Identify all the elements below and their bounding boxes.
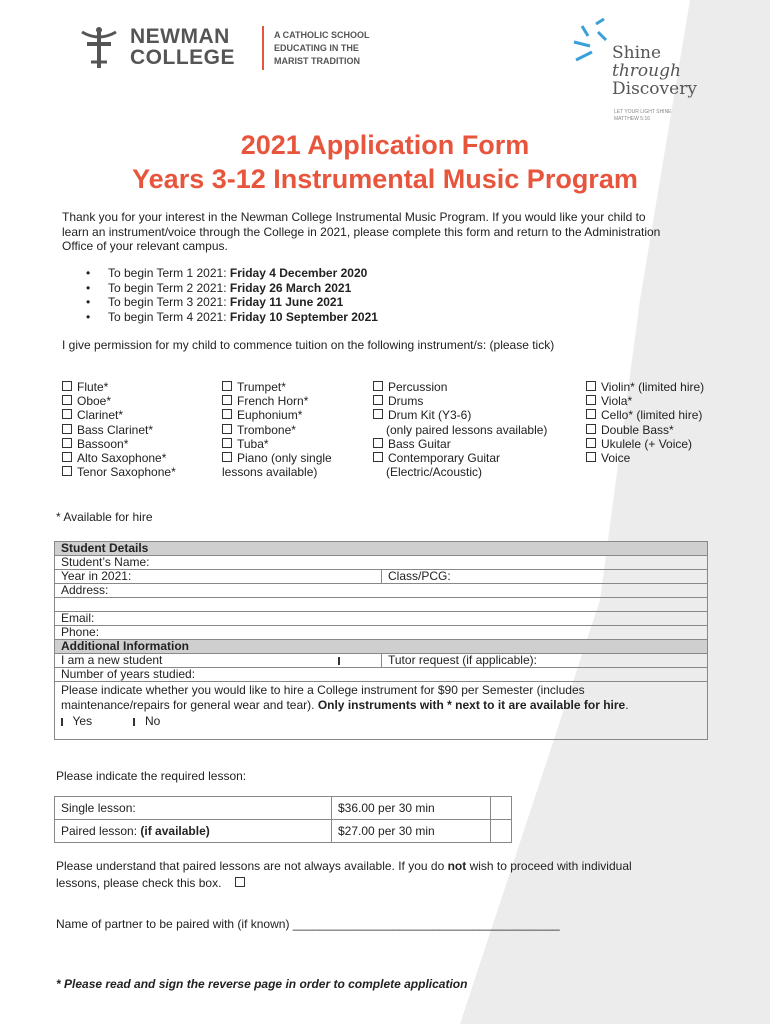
instrument-checkbox[interactable]: Drum Kit (Y3-6) (373, 408, 547, 422)
instrument-note: lessons available) (222, 465, 318, 480)
motto-logo (570, 18, 710, 128)
school-tagline: A CATHOLIC SCHOOL EDUCATING IN THE MARIST TRADITION (274, 30, 370, 66)
instrument-checkbox[interactable]: Viola* (586, 394, 704, 408)
instrument-checkbox[interactable]: Voice (586, 451, 704, 465)
year-field[interactable]: Year in 2021: (55, 570, 382, 584)
instrument-checkbox[interactable]: Bassoon* (62, 437, 176, 451)
hire-note: * Available for hire (56, 510, 153, 524)
footer-note: * Please read and sign the reverse page in order to complete application (56, 977, 468, 991)
no-label: No (144, 714, 161, 728)
section-header: Student Details (55, 542, 708, 556)
lesson-table (54, 796, 512, 843)
tutor-request-field[interactable]: Tutor request (if applicable): (382, 654, 708, 668)
instrument-checkbox[interactable]: Flute* (62, 380, 176, 394)
instrument-checkbox[interactable]: Cello* (limited hire) (586, 408, 704, 422)
address-field[interactable]: Address: (55, 584, 708, 598)
years-studied-field[interactable]: Number of years studied: (55, 668, 708, 682)
new-student-field[interactable]: I am a new student (55, 654, 382, 668)
instrument-checkbox[interactable]: Alto Saxophone* (62, 451, 176, 465)
yes-checkbox[interactable] (61, 718, 63, 726)
permission-text: I give permission for my child to commence tuition on the following instrument/s: (please tick) (62, 338, 555, 352)
instrument-checkbox[interactable]: Tuba* (222, 437, 332, 451)
title-line1: 2021 Application Form (240, 130, 530, 160)
instrument-checkbox[interactable]: French Horn* (222, 394, 332, 408)
instrument-checkbox[interactable]: Trombone* (222, 423, 332, 437)
term-dates-list (86, 266, 378, 324)
form-title (0, 130, 770, 195)
instrument-checkbox[interactable]: Piano (only single (222, 451, 332, 465)
instrument-checkbox[interactable]: Tenor Saxophone* (62, 465, 176, 479)
class-field[interactable]: Class/PCG: (382, 570, 708, 584)
paired-lesson-label: Paired lesson: (if available) (55, 820, 332, 843)
instrument-checkbox[interactable]: Violin* (limited hire) (586, 380, 704, 394)
new-student-checkbox[interactable] (338, 657, 340, 665)
title-line2: Years 3-12 Instrumental Music Program (132, 164, 638, 194)
instrument-checkbox[interactable]: Double Bass* (586, 423, 704, 437)
paired-note: Please understand that paired lessons are not always available. If you do not wish to proceed with individual lessons, please check this box. (56, 859, 632, 890)
student-details-table (54, 541, 708, 740)
instrument-checkbox[interactable]: Ukulele (+ Voice) (586, 437, 704, 451)
instrument-note: (only paired lessons available) (386, 422, 548, 437)
instrument-checkbox[interactable]: Trumpet* (222, 380, 332, 394)
individual-lesson-checkbox[interactable] (235, 877, 245, 887)
lesson-prompt: Please indicate the required lesson: (56, 769, 247, 783)
partner-field[interactable]: Name of partner to be paired with (if known) ________________________________________ (56, 917, 560, 931)
motto-small: LET YOUR LIGHT SHINE MATTHEW 5:16 (614, 109, 672, 122)
instrument-checkbox[interactable]: Oboe* (62, 394, 176, 408)
yes-label: Yes (72, 714, 93, 728)
instrument-col-3 (373, 380, 547, 479)
school-name: NEWMAN COLLEGE (130, 25, 236, 69)
instrument-checkbox[interactable]: Clarinet* (62, 408, 176, 422)
motto-text: Shine through Discovery (612, 43, 697, 99)
paired-lesson-price: $27.00 per 30 min (332, 820, 491, 843)
instrument-col-1 (62, 380, 176, 479)
paired-lesson-checkbox[interactable] (491, 820, 512, 843)
instrument-checkbox[interactable]: Contemporary Guitar (373, 451, 547, 465)
intro-text: Thank you for your interest in the Newman College Instrumental Music Program. If you would like your child to learn an instrument/voice through the College in 2021, please complete this form and return to the Administration Office of your relevant campus. (62, 210, 661, 253)
instrument-note: (Electric/Acoustic) (386, 465, 483, 480)
section-header: Additional Information (55, 640, 708, 654)
student-name-field[interactable]: Student’s Name: (55, 556, 708, 570)
cross-emblem-icon (74, 24, 124, 72)
instrument-checkbox[interactable]: Drums (373, 394, 547, 408)
single-lesson-label: Single lesson: (55, 797, 332, 820)
list-item: • To begin Term 4 2021: Friday 10 September 2021 (86, 310, 378, 325)
instrument-col-2 (222, 380, 332, 479)
instrument-col-4 (586, 380, 704, 465)
list-item: • To begin Term 3 2021: Friday 11 June 2021 (86, 295, 378, 310)
instrument-checkbox[interactable]: Percussion (373, 380, 547, 394)
instrument-checkbox[interactable]: Bass Guitar (373, 437, 547, 451)
logo-divider (262, 26, 264, 70)
sunburst-icon (570, 18, 614, 78)
phone-field[interactable]: Phone: (55, 626, 708, 640)
instrument-checkbox[interactable]: Bass Clarinet* (62, 423, 176, 437)
single-lesson-checkbox[interactable] (491, 797, 512, 820)
address-field-2[interactable] (55, 598, 708, 612)
newman-logo (74, 24, 384, 74)
instrument-checkbox[interactable]: Euphonium* (222, 408, 332, 422)
list-item: • To begin Term 2 2021: Friday 26 March 2021 (86, 281, 378, 296)
hire-instrument-field: Please indicate whether you would like to hire a College instrument for $90 per Semester (includes maintenance/repairs for general wear and tear). Only instruments with * next to it are available for hire. Yes No (55, 682, 708, 740)
list-item: • To begin Term 1 2021: Friday 4 December 2020 (86, 266, 378, 281)
single-lesson-price: $36.00 per 30 min (332, 797, 491, 820)
email-field[interactable]: Email: (55, 612, 708, 626)
no-checkbox[interactable] (133, 718, 135, 726)
